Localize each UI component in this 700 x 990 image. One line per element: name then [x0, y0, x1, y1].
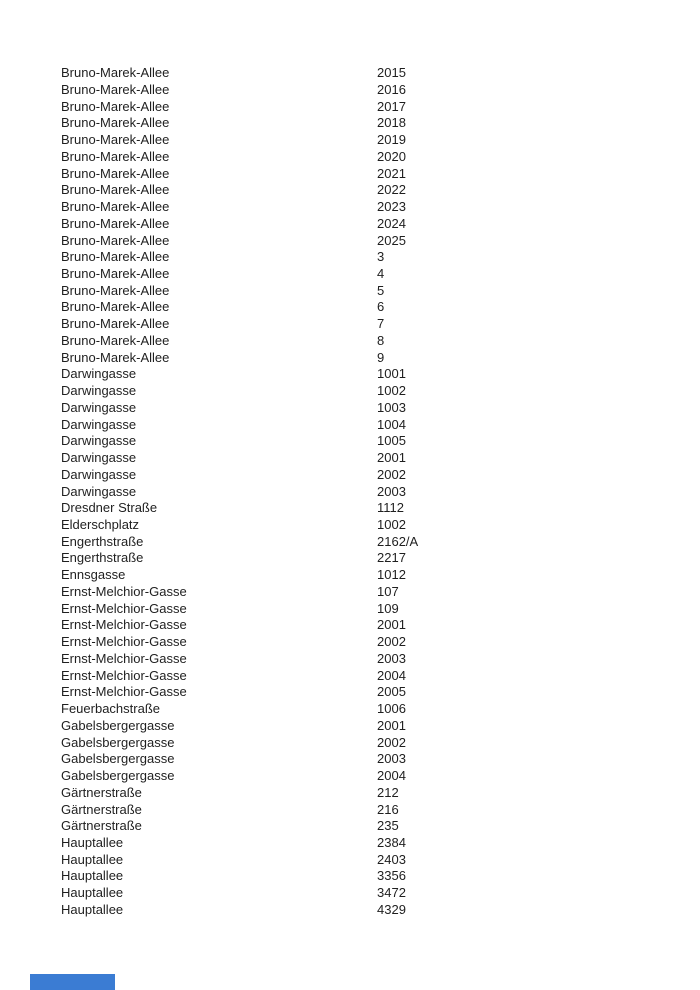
table-row	[0, 668, 700, 685]
house-number-cell: 1003	[377, 399, 406, 415]
street-name-cell: Dresdner Straße	[61, 500, 158, 516]
street-name-cell: Bruno-Marek-Allee	[61, 148, 170, 164]
house-number-cell: 2024	[377, 215, 406, 231]
house-number-cell: 4	[377, 266, 385, 281]
street-name-cell: Darwingasse	[61, 466, 137, 482]
address-list	[0, 65, 700, 918]
table-row	[0, 65, 700, 82]
table-row	[0, 818, 700, 835]
house-number-cell: 1112	[377, 500, 404, 516]
street-name-cell: Bruno-Marek-Allee	[61, 332, 170, 348]
street-name-cell: Bruno-Marek-Allee	[61, 316, 170, 332]
house-number-cell: 1004	[377, 416, 406, 432]
street-name-cell: Ernst-Melchior-Gasse	[61, 583, 187, 599]
table-row	[0, 82, 700, 99]
house-number-cell: 2004	[377, 667, 406, 683]
house-number-cell: 2003	[377, 650, 406, 666]
street-name-cell: Ernst-Melchior-Gasse	[61, 634, 187, 650]
street-name-cell: Bruno-Marek-Allee	[61, 199, 170, 215]
table-row	[0, 517, 700, 534]
house-number-cell: 4329	[377, 901, 406, 917]
street-name-cell: Feuerbachstraße	[61, 701, 160, 717]
street-name-cell: Gabelsbergergasse	[61, 768, 175, 784]
table-row	[0, 802, 700, 819]
house-number-cell: 2018	[377, 115, 406, 131]
street-name-cell: Darwingasse	[61, 433, 137, 449]
street-name-cell: Gärtnerstraße	[61, 784, 142, 800]
table-row	[0, 735, 700, 752]
house-number-cell: 2001	[377, 450, 406, 466]
street-name-cell: Ernst-Melchior-Gasse	[61, 600, 187, 616]
table-row	[0, 467, 700, 484]
house-number-cell: 216	[377, 801, 399, 817]
table-row	[0, 684, 700, 701]
street-name-cell: Ernst-Melchior-Gasse	[61, 617, 187, 633]
house-number-cell: 2162/A	[377, 533, 419, 549]
street-name-cell: Bruno-Marek-Allee	[61, 182, 170, 198]
street-name-cell: Bruno-Marek-Allee	[61, 282, 170, 298]
table-row	[0, 249, 700, 266]
table-row	[0, 433, 700, 450]
house-number-cell: 2002	[377, 466, 406, 482]
street-name-cell: Gabelsbergergasse	[61, 734, 175, 750]
street-name-cell: Bruno-Marek-Allee	[61, 81, 170, 97]
table-row	[0, 768, 700, 785]
table-row	[0, 99, 700, 116]
table-row	[0, 115, 700, 132]
table-row	[0, 199, 700, 216]
table-row	[0, 617, 700, 634]
house-number-cell: 6	[377, 299, 385, 315]
house-number-cell: 2384	[377, 834, 406, 850]
house-number-cell: 109	[377, 600, 399, 616]
house-number-cell: 2021	[377, 165, 406, 181]
table-row	[0, 885, 700, 902]
table-row	[0, 550, 700, 567]
table-row	[0, 902, 700, 919]
street-name-cell: Ennsgasse	[61, 567, 126, 583]
table-row	[0, 233, 700, 250]
table-row	[0, 182, 700, 199]
house-number-cell: 2025	[377, 232, 406, 248]
table-row	[0, 751, 700, 768]
house-number-cell: 2001	[377, 617, 406, 633]
table-row	[0, 785, 700, 802]
street-name-cell: Gärtnerstraße	[61, 801, 142, 817]
table-row	[0, 484, 700, 501]
table-row	[0, 584, 700, 601]
table-row	[0, 651, 700, 668]
house-number-cell: 2001	[377, 717, 406, 733]
street-name-cell: Ernst-Melchior-Gasse	[61, 684, 187, 700]
house-number-cell: 212	[377, 784, 399, 800]
street-name-cell: Bruno-Marek-Allee	[61, 349, 170, 365]
table-row	[0, 299, 700, 316]
table-row	[0, 283, 700, 300]
house-number-cell: 3472	[377, 885, 406, 901]
table-row	[0, 216, 700, 233]
table-row	[0, 316, 700, 333]
house-number-cell: 2016	[377, 81, 406, 97]
house-number-cell: 5	[377, 282, 385, 298]
table-row	[0, 417, 700, 434]
street-name-cell: Engerthstraße	[61, 533, 144, 549]
house-number-cell: 2004	[377, 768, 406, 784]
street-name-cell: Bruno-Marek-Allee	[61, 232, 170, 248]
partial-blue-bar	[30, 974, 115, 990]
house-number-cell: 1002	[377, 517, 406, 533]
table-row	[0, 701, 700, 718]
table-row	[0, 266, 700, 283]
table-row	[0, 500, 700, 517]
street-name-cell: Darwingasse	[61, 416, 137, 432]
table-row	[0, 534, 700, 551]
house-number-cell: 2403	[377, 851, 406, 867]
table-row	[0, 601, 700, 618]
street-name-cell: Bruno-Marek-Allee	[61, 65, 170, 81]
street-name-cell: Bruno-Marek-Allee	[61, 266, 170, 281]
house-number-cell: 2002	[377, 734, 406, 750]
street-name-cell: Darwingasse	[61, 399, 137, 415]
table-row	[0, 868, 700, 885]
house-number-cell: 3356	[377, 868, 406, 884]
street-name-cell: Engerthstraße	[61, 550, 144, 566]
street-name-cell: Bruno-Marek-Allee	[61, 132, 170, 148]
house-number-cell: 2020	[377, 148, 406, 164]
house-number-cell: 2003	[377, 483, 406, 499]
house-number-cell: 107	[377, 583, 399, 599]
house-number-cell: 2015	[377, 65, 406, 81]
house-number-cell: 8	[377, 332, 385, 348]
street-name-cell: Hauptallee	[61, 885, 124, 901]
house-number-cell: 2002	[377, 634, 406, 650]
street-name-cell: Darwingasse	[61, 383, 137, 399]
house-number-cell: 1005	[377, 433, 406, 449]
table-row	[0, 400, 700, 417]
street-name-cell: Bruno-Marek-Allee	[61, 299, 170, 315]
street-name-cell: Bruno-Marek-Allee	[61, 165, 170, 181]
street-name-cell: Gabelsbergergasse	[61, 717, 175, 733]
street-name-cell: Bruno-Marek-Allee	[61, 98, 170, 114]
house-number-cell: 1012	[377, 567, 406, 583]
table-row	[0, 366, 700, 383]
house-number-cell: 1006	[377, 701, 406, 717]
house-number-cell: 3	[377, 249, 385, 265]
house-number-cell: 2017	[377, 98, 406, 114]
house-number-cell: 2022	[377, 182, 406, 198]
table-row	[0, 149, 700, 166]
table-row	[0, 450, 700, 467]
house-number-cell: 9	[377, 349, 385, 365]
street-name-cell: Darwingasse	[61, 450, 137, 466]
table-row	[0, 132, 700, 149]
table-row	[0, 852, 700, 869]
table-row	[0, 718, 700, 735]
street-name-cell: Hauptallee	[61, 834, 124, 850]
house-number-cell: 2003	[377, 751, 406, 767]
street-name-cell: Bruno-Marek-Allee	[61, 249, 170, 265]
street-name-cell: Ernst-Melchior-Gasse	[61, 667, 187, 683]
street-name-cell: Hauptallee	[61, 851, 124, 867]
street-name-cell: Gärtnerstraße	[61, 818, 142, 834]
street-name-cell: Darwingasse	[61, 483, 137, 499]
street-name-cell: Gabelsbergergasse	[61, 751, 175, 767]
street-name-cell: Bruno-Marek-Allee	[61, 115, 170, 131]
house-number-cell: 1001	[377, 366, 406, 382]
street-name-cell: Bruno-Marek-Allee	[61, 215, 170, 231]
table-row	[0, 333, 700, 350]
table-row	[0, 634, 700, 651]
street-name-cell: Ernst-Melchior-Gasse	[61, 650, 187, 666]
street-name-cell: Elderschplatz	[61, 517, 140, 533]
house-number-cell: 2217	[377, 550, 406, 566]
street-name-cell: Hauptallee	[61, 901, 124, 917]
street-name-cell: Hauptallee	[61, 868, 124, 884]
table-row	[0, 567, 700, 584]
house-number-cell: 1002	[377, 383, 406, 399]
house-number-cell: 235	[377, 818, 399, 834]
table-row	[0, 383, 700, 400]
house-number-cell: 2023	[377, 199, 406, 215]
street-name-cell: Darwingasse	[61, 366, 137, 382]
table-row	[0, 166, 700, 183]
table-row	[0, 350, 700, 367]
house-number-cell: 2005	[377, 684, 406, 700]
house-number-cell: 2019	[377, 132, 406, 148]
table-row	[0, 835, 700, 852]
house-number-cell: 7	[377, 316, 385, 332]
